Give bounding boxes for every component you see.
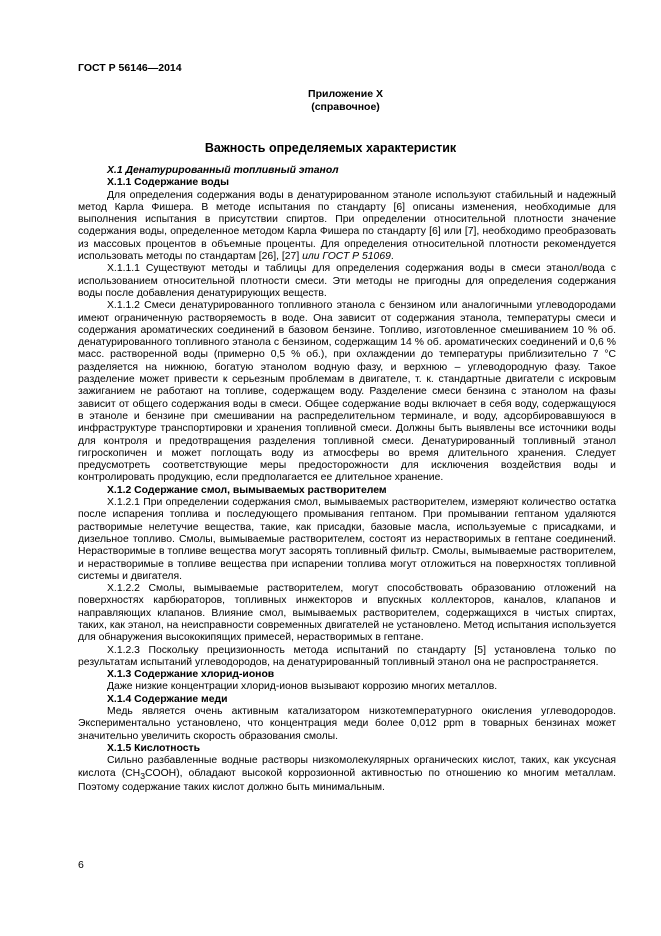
section-heading-x12: X.1.2 Содержание смол, вымываемых растворителем	[107, 484, 387, 496]
paragraph-x15	[78, 755, 616, 794]
paragraph-x123: X.1.2.3 Поскольку прецизионность метода испытаний по стандарту [5] установлена только по результатам испытаний углеводородов, на денатурированный топливный этанол она не распространяется.	[78, 644, 616, 668]
page-number: 6	[78, 859, 84, 871]
section-heading-x1: X.1 Денатурированный топливный этанол	[107, 165, 339, 176]
section-heading-x13: X.1.3 Содержание хлорид-ионов	[107, 669, 275, 681]
appendix-title: Приложение X	[308, 88, 383, 100]
section-heading-x11: X.1.1 Содержание воды	[107, 177, 229, 189]
paragraph-text-cont: COOH), обладают высокой коррозионной активностью по отношению ко многим металлам. Поэтому содержание таких кислот должно быть минимальным.	[78, 767, 616, 793]
subscript: 3	[140, 770, 146, 781]
paragraph-end: .	[390, 251, 394, 263]
standard-designation: ГОСТ Р 56146—2014	[78, 62, 182, 74]
paragraph-x121: X.1.2.1 При определении содержания смол, вымываемых растворителем, измеряют количество остатка после испарения топлива и последующего промывания гептаном. При промывании гептаном удаляются растворимые нелетучие вещества, такие, как присадки, базовые масла, используемые с присадками, и дизельное топливо. Смолы, вымываемые растворителем, состоят из нерастворимых в гептане соединений. Нерастворимые в топливе вещества могут засорять топливный фильтр. Смолы, вымываемые растворителем, и нерастворимые в топливе вещества при испарении топлива могут отложиться на поверхностях топливной системы и двигателя.	[78, 497, 616, 582]
appendix-heading	[0, 88, 661, 114]
paragraph-x14: Медь является очень активным катализатором низкотемпературного окисления углеводородов. Экспериментально установлено, что концентрация меди более 0,012 ppm в товарных бензинах может значительно увеличить скорость образования смолы.	[78, 706, 616, 742]
paragraph-text: Для определения содержания воды в денатурированном этаноле используют стабильный и надежный метод Карла Фишера. В методе испытания по стандарту [6] описаны изменения, необходимые для выполнения испытания в присутствии спиртов. При определении относительной плотности значение содержания воды, определенное методом Карла Фишера по стандарту [6] или [7], необходимо преобразовать из массовых процентов в объемные проценты. Для определения относительной плотности рекомендуется использовать методы по стандартам [26], [27]	[78, 189, 616, 263]
document-body	[78, 165, 616, 794]
paragraph-emphasis: или ГОСТ Р 51069	[302, 251, 391, 263]
paragraph-x11	[78, 190, 616, 264]
section-heading-x15: X.1.5 Кислотность	[107, 742, 201, 754]
paragraph-x112: X.1.1.2 Смеси денатурированного топливного этанола с бензином или аналогичными углеводородами имеют ограниченную растворяемость в воде. Она зависит от содержания этанола, температуры смеси и содержания ароматических соединений в базовом бензине. Топливо, изготовленное смешиванием 10 % об. денатурированного топливного этанола с бензином, содержащим 14 % об. ароматических соединений и 0,6 % масс. растворенной воды (примерно 0,5 % об.), при охлаждении до температуры приблизительно 7 °С разделяется на нижнюю, богатую этанолом водную фазу, и верхнюю – углеводородную фазу. Такое разделение может привести к серьезным проблемам в двигателе, т. к. стандартные двигатели с искровым зажиганием не работают на топливе, содержащем воду. Разделение смеси бензина с этанолом на фазы зависит от общего содержания воды в смеси. Общее содержание воды включает в себя воду, содержащуюся в этаноле и бензине при смешивании на распределительном терминале, и воду, адсорбировавшуюся в инфраструктуре транспортировки и хранения топливной смеси. Должны быть выявлены все источники воды для контроля и предотвращения разделения топливной смеси. Денатурированный топливный этанол гигроскопичен и может поглощать воду из атмосферы во время длительного хранения. Следует предусмотреть соответствующие меры предосторожности для исключения воздействия воды и контролировать продукцию, если предполагается ее длительное хранение.	[78, 300, 616, 484]
section-heading-x14: X.1.4 Содержание меди	[107, 693, 228, 705]
paragraph-x13: Даже низкие концентрации хлорид-ионов вызывают коррозию многих металлов.	[107, 681, 498, 693]
paragraph-x122: X.1.2.2 Смолы, вымываемые растворителем, могут способствовать образованию отложений на поверхностях карбюраторов, топливных инжекторов и впускных коллекторов, каналов, клапанов и направляющих клапанов. Влияние смол, вымываемых растворителем, содержащихся в чистых спиртах, таких, как этанол, на неисправности современных двигателей не установлено. Метод испытания используется для обнаружения высококипящих примесей, нерастворимых в гептане.	[78, 583, 616, 644]
appendix-kind: (справочное)	[311, 101, 380, 113]
paragraph-text: Сильно разбавленные водные растворы низкомолекулярных органических кислот, таких, как уксусная кислота (CH	[78, 755, 616, 779]
paragraph-x111: X.1.1.1 Существуют методы и таблицы для определения содержания воды в смеси этанол/вода с использованием относительной плотности смеси. Эти методы не пригодны для определения содержания воды после добавления денатурирующих веществ.	[78, 263, 616, 299]
page-title: Важность определяемых характеристик	[204, 141, 457, 155]
